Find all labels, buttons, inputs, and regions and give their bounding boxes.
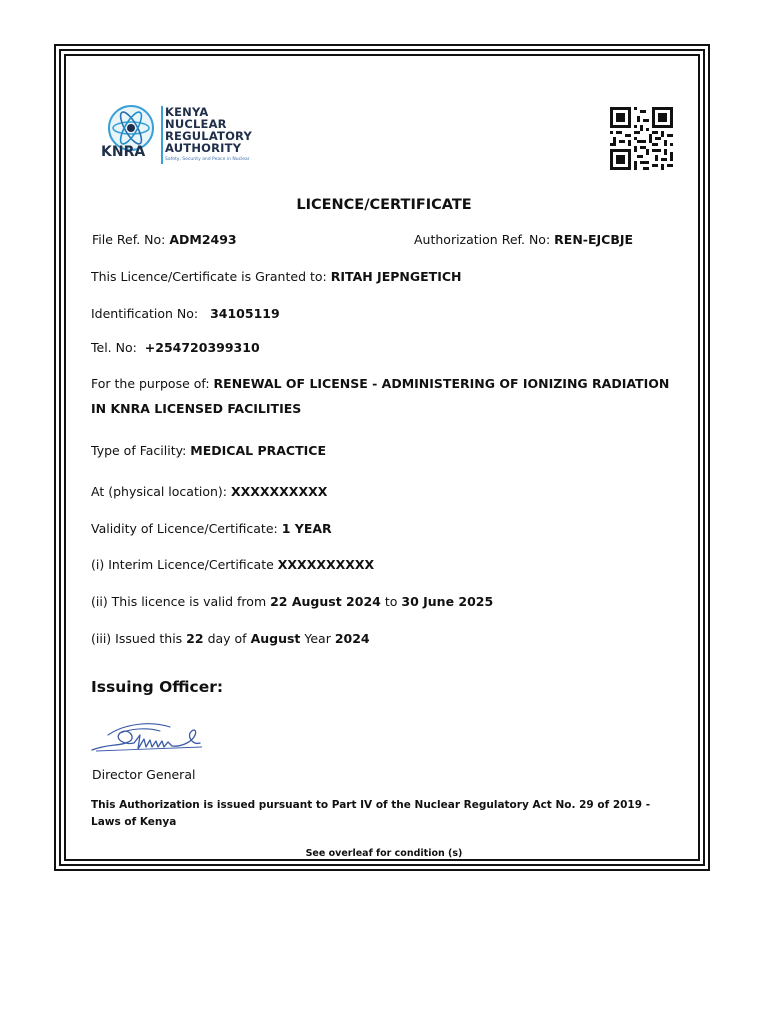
file-ref-label: File Ref. No: — [92, 232, 166, 247]
interim-label: (i) Interim Licence/Certificate — [91, 557, 274, 572]
logo-divider — [161, 106, 163, 164]
issued-date — [91, 631, 370, 646]
issuing-officer-heading: Issuing Officer: — [91, 678, 224, 696]
overleaf-note: See overleaf for condition (s) — [305, 848, 463, 859]
id-value: 34105119 — [210, 306, 280, 321]
logo-acronym: KNRA — [101, 144, 146, 160]
auth-ref — [414, 232, 633, 247]
valid-from: 22 August 2024 — [270, 594, 381, 609]
tel-value: +254720399310 — [144, 340, 260, 355]
location — [91, 484, 327, 499]
purpose-value-line2: IN KNRA LICENSED FACILITIES — [91, 401, 302, 416]
identification — [91, 306, 280, 321]
valid-period — [91, 594, 493, 609]
validity-value: 1 YEAR — [281, 521, 332, 536]
tel-label: Tel. No: — [91, 340, 137, 355]
certificate-title: LICENCE/CERTIFICATE — [296, 197, 472, 213]
file-ref — [92, 232, 237, 247]
validity — [91, 521, 332, 536]
purpose-cont — [91, 401, 301, 416]
file-ref-value: ADM2493 — [169, 232, 237, 247]
purpose-label: For the purpose of: — [91, 376, 210, 391]
logo-name-line: NUCLEAR — [165, 117, 227, 131]
signatory-title: Director General — [92, 767, 196, 782]
location-value: XXXXXXXXXX — [230, 484, 328, 499]
purpose-value-line1: RENEWAL OF LICENSE - ADMINISTERING OF IONIZING RADIATION — [213, 376, 670, 391]
knra-logo — [95, 100, 255, 170]
issued-year: 2024 — [334, 631, 370, 646]
issued-mid: day of — [207, 631, 247, 646]
purpose — [91, 376, 669, 391]
legal-notice-line2: Laws of Kenya — [91, 816, 177, 828]
qr-code-icon[interactable] — [609, 107, 674, 170]
legal-notice-line1: This Authorization is issued pursuant to Part IV of the Nuclear Regulatory Act No. 29 of 2019 - — [91, 799, 651, 811]
granted-value: RITAH JEPNGETICH — [330, 269, 462, 284]
logo-name-line: AUTHORITY — [165, 141, 242, 155]
signature-image — [90, 713, 205, 758]
logo-name — [165, 106, 252, 154]
issued-year-word: Year — [304, 631, 331, 646]
granted-label: This Licence/Certificate is Granted to: — [91, 269, 327, 284]
valid-label: (ii) This licence is valid from — [91, 594, 267, 609]
issued-month: August — [250, 631, 301, 646]
logo-name-line: KENYA — [165, 105, 209, 119]
facility-label: Type of Facility: — [91, 443, 187, 458]
facility-value: MEDICAL PRACTICE — [190, 443, 326, 458]
id-label: Identification No: — [91, 306, 199, 321]
granted-to — [91, 269, 461, 284]
auth-ref-value: REN-EJCBJE — [554, 232, 634, 247]
issued-day: 22 — [186, 631, 204, 646]
interim — [91, 557, 374, 572]
auth-ref-label: Authorization Ref. No: — [414, 232, 551, 247]
validity-label: Validity of Licence/Certificate: — [91, 521, 278, 536]
valid-to-word: to — [384, 594, 398, 609]
interim-value: XXXXXXXXXX — [277, 557, 375, 572]
telephone — [91, 340, 260, 355]
facility — [91, 443, 326, 458]
valid-to: 30 June 2025 — [401, 594, 494, 609]
issued-prefix: (iii) Issued this — [91, 631, 183, 646]
logo-name-line: REGULATORY — [165, 129, 252, 143]
location-label: At (physical location): — [91, 484, 227, 499]
logo-tagline: Safety, Security and Peace in Nuclear — [165, 157, 250, 162]
